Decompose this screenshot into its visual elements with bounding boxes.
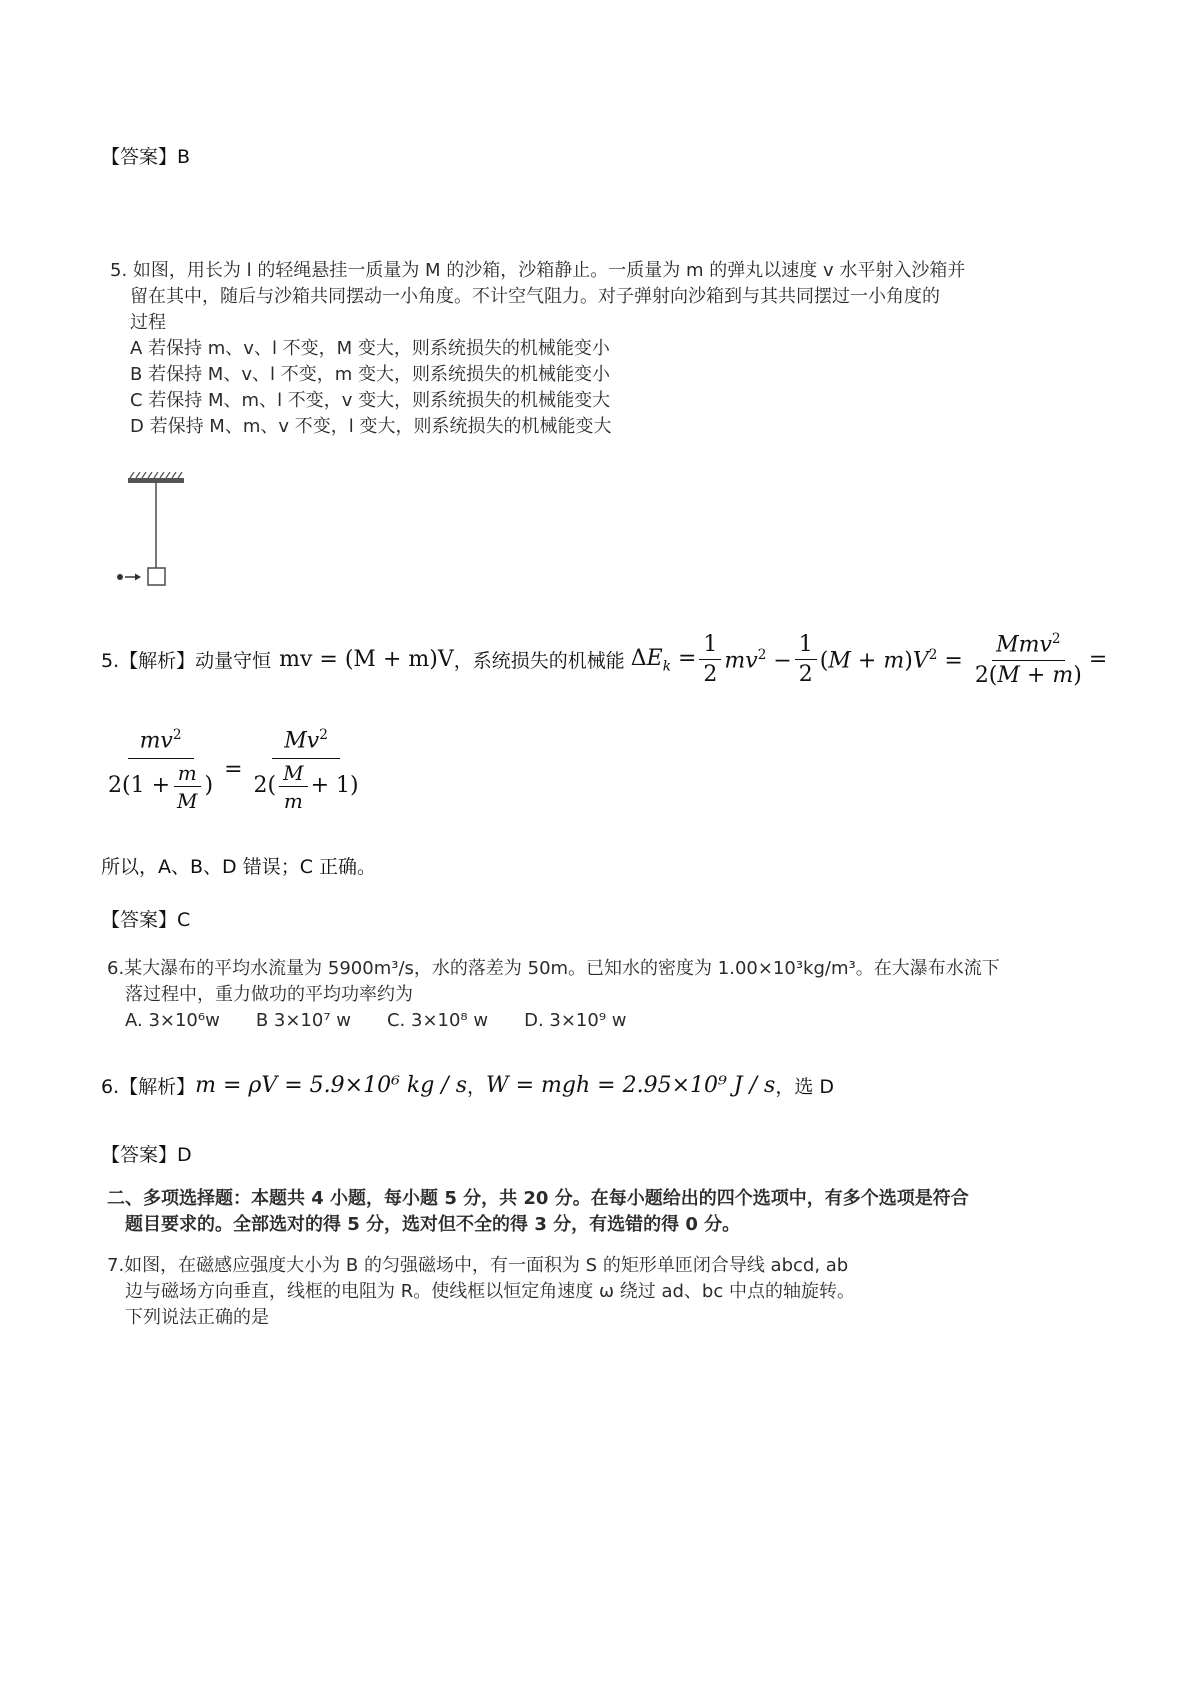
answer-label: 【答案】C: [101, 909, 191, 931]
analysis-5: [101, 632, 1107, 688]
question-6-options: A. 3×10⁶w B 3×10⁷ w C. 3×10⁸ w D. 3×10⁹ w: [125, 1010, 627, 1031]
analysis-6-suffix: ，选 D: [775, 1076, 834, 1098]
question-6-line: 落过程中，重力做功的平均功率约为: [125, 984, 413, 1005]
work-equation: W = mgh = 2.95×10⁹ J / s: [486, 1073, 776, 1098]
question-6: [107, 956, 1000, 1034]
analysis-5-middle: ，系统损失的机械能: [453, 650, 625, 673]
question-5-line: 留在其中，随后与沙箱共同摆动一小角度。不计空气阻力。对子弹射向沙箱到与其共同摆过一小角度的: [130, 286, 940, 307]
question-6-line: 6.某大瀑布的平均水流量为 5900m³/s，水的落差为 50m。已知水的密度为 1.00×10³kg/m³。在大瀑布水流下: [107, 958, 1000, 979]
pendulum-diagram: [108, 472, 198, 594]
option-a: A 若保持 m、v、l 不变，M 变大，则系统损失的机械能变小: [130, 338, 610, 359]
sand-box: [148, 568, 165, 585]
question-7-line: 边与磁场方向垂直，线框的电阻为 R。使线框以恒定角速度 ω 绕过 ad、bc 中点的轴旋转。: [125, 1281, 855, 1302]
question-7-line: 下列说法正确的是: [125, 1307, 269, 1328]
question-5-line: 过程: [130, 312, 166, 333]
analysis-5-conclusion: 所以，A、B、D 错误；C 正确。: [101, 856, 377, 878]
answer-label: 【答案】D: [101, 1144, 192, 1166]
energy-loss-formula-continued: $mv^2$ 2(1 + $\frac{m}{M}$ ) = Mv$^2$ 2( $\frac{M}{m}$ + 1): [108, 727, 359, 813]
analysis-6-prefix: 6.【解析】: [101, 1076, 196, 1098]
section-2-header: [107, 1186, 969, 1238]
arrow-head-icon: [135, 574, 141, 581]
ceiling-mount: [128, 478, 184, 483]
momentum-equation: mv = (M + m)V: [279, 647, 454, 673]
question-5-line: 5. 如图，用长为 l 的轻绳悬挂一质量为 M 的沙箱，沙箱静止。一质量为 m 的弹丸以速度 v 水平射入沙箱并: [110, 260, 966, 281]
ceiling-hatching: [130, 472, 182, 478]
option-d: D 若保持 M、m、v 不变，l 变大，则系统损失的机械能变大: [130, 416, 612, 437]
energy-loss-formula: $\Delta E_k$ = $\frac{1}{2}$ $mv^2$ − $\frac{1}{2}$ $(M + m)V^2$ = $\frac{Mmv^2}{2(M + m)}$ =: [630, 631, 1108, 688]
section-2-line: 题目要求的。全部选对的得 5 分，选对但不全的得 3 分，有选错的得 0 分。: [125, 1214, 741, 1235]
option-b: B 若保持 M、v、l 不变，m 变大，则系统损失的机械能变小: [130, 364, 610, 385]
analysis-6-separator: ，: [467, 1076, 487, 1098]
question-7-line: 7.如图，在磁感应强度大小为 B 的匀强磁场中，有一面积为 S 的矩形单匝闭合导线 abcd, ab: [107, 1255, 849, 1276]
analysis-6: [101, 1072, 834, 1099]
answer-label: 【答案】B: [101, 146, 191, 168]
option-c: C 若保持 M、m、l 不变，v 变大，则系统损失的机械能变大: [130, 390, 611, 411]
bullet: [117, 574, 123, 580]
analysis-5-prefix: 5.【解析】动量守恒: [101, 650, 272, 673]
section-2-line: 二、多项选择题：本题共 4 小题，每小题 5 分，共 20 分。在每小题给出的四个选项中，有多个选项是符合: [107, 1188, 969, 1209]
question-7: [107, 1253, 855, 1331]
question-5: [110, 258, 965, 440]
mass-equation: m = ρV = 5.9×10⁶ kg / s: [195, 1073, 467, 1098]
